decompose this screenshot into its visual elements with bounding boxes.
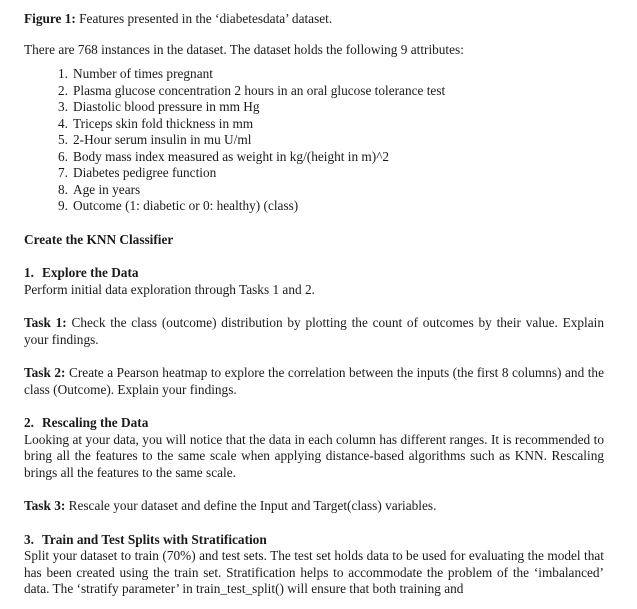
attribute-number: 1. [58, 66, 68, 81]
intro-paragraph: There are 768 instances in the dataset. The dataset holds the following 9 attributes: [24, 41, 464, 57]
section-number: 2. [24, 415, 34, 430]
section-title-split [24, 532, 604, 549]
attribute-number: 4. [58, 115, 68, 131]
figure-label: Figure 1: [24, 11, 76, 26]
figure-caption [24, 11, 604, 28]
attribute-number: 8. [58, 181, 68, 197]
section-body-rescale: Looking at your data, you will notice that the data in each column has different ranges. It is recommended to bring all the features to the same scale when applying distance-based algorithms such as KNN. Rescaling brings all the features to the same scale. [24, 431, 604, 480]
section-title-text: Rescaling the Data [42, 415, 149, 430]
task-2-paragraph [24, 365, 604, 398]
attribute-text: Age in years [73, 181, 141, 197]
attribute-text: Number of times pregnant [73, 66, 213, 81]
attribute-item [24, 99, 604, 116]
figure-caption-text: Features presented in the ‘diabetesdata’ dataset. [75, 11, 333, 26]
document-page [24, 11, 604, 598]
section-title-text: Train and Test Splits with Stratification [42, 531, 267, 547]
attribute-text: 2-Hour serum insulin in mu U/ml [73, 132, 252, 147]
attribute-item [24, 116, 604, 133]
task-label: Task 1: [24, 315, 67, 330]
attribute-text: Body mass index measured as weight in kg/(height in m)^2 [73, 148, 390, 164]
attribute-number: 9. [58, 198, 68, 213]
attribute-number: 2. [58, 82, 68, 98]
task-1-paragraph [24, 315, 604, 348]
attribute-item [24, 165, 604, 182]
attribute-item [24, 198, 604, 215]
attribute-text: Diastolic blood pressure in mm Hg [73, 99, 260, 114]
task-3-paragraph [24, 498, 604, 515]
task-text: Check the class (outcome) distribution by plotting the count of outcomes by their value. Explain your findings. [24, 315, 604, 347]
attribute-number: 3. [58, 99, 68, 114]
task-text: Rescale your dataset and define the Input and Target(class) variables. [65, 498, 437, 513]
task-label: Task 2: [24, 365, 66, 380]
attribute-number: 6. [58, 148, 68, 164]
attribute-item [24, 66, 604, 83]
task-label: Task 3: [24, 498, 66, 513]
attribute-item [24, 132, 604, 149]
attribute-text: Triceps skin fold thickness in mm [73, 115, 254, 131]
task-text: Create a Pearson heatmap to explore the correlation between the inputs (the first 8 columns) and the class (Outcome). Explain your findings. [24, 365, 604, 397]
section-title-rescale [24, 415, 604, 432]
section-title-explore [24, 265, 604, 282]
section-number: 3. [24, 531, 34, 547]
section-body-split: Split your dataset to train (70%) and test sets. The test set holds data to be used for evaluating the model that has been created using the train set. Stratification helps to accommodate the problem of the ‘imbalanced’ data. The ‘stratify parameter’ in train_test_split() will ensure that both training and [24, 548, 604, 596]
attribute-item [24, 182, 604, 199]
attribute-text: Diabetes pedigree function [73, 165, 217, 180]
section-title-text: Explore the Data [42, 265, 139, 280]
attribute-item [24, 149, 604, 166]
attribute-number: 5. [58, 132, 68, 147]
attribute-list [24, 66, 604, 215]
section-number: 1. [24, 265, 34, 280]
attribute-text: Outcome (1: diabetic or 0: healthy) (class) [73, 198, 299, 213]
section-heading: Create the KNN Classifier [24, 231, 174, 247]
attribute-number: 7. [58, 165, 68, 180]
attribute-item [24, 83, 604, 100]
attribute-text: Plasma glucose concentration 2 hours in an oral glucose tolerance test [73, 82, 446, 98]
section-body-explore: Perform initial data exploration through Tasks 1 and 2. [24, 281, 315, 297]
